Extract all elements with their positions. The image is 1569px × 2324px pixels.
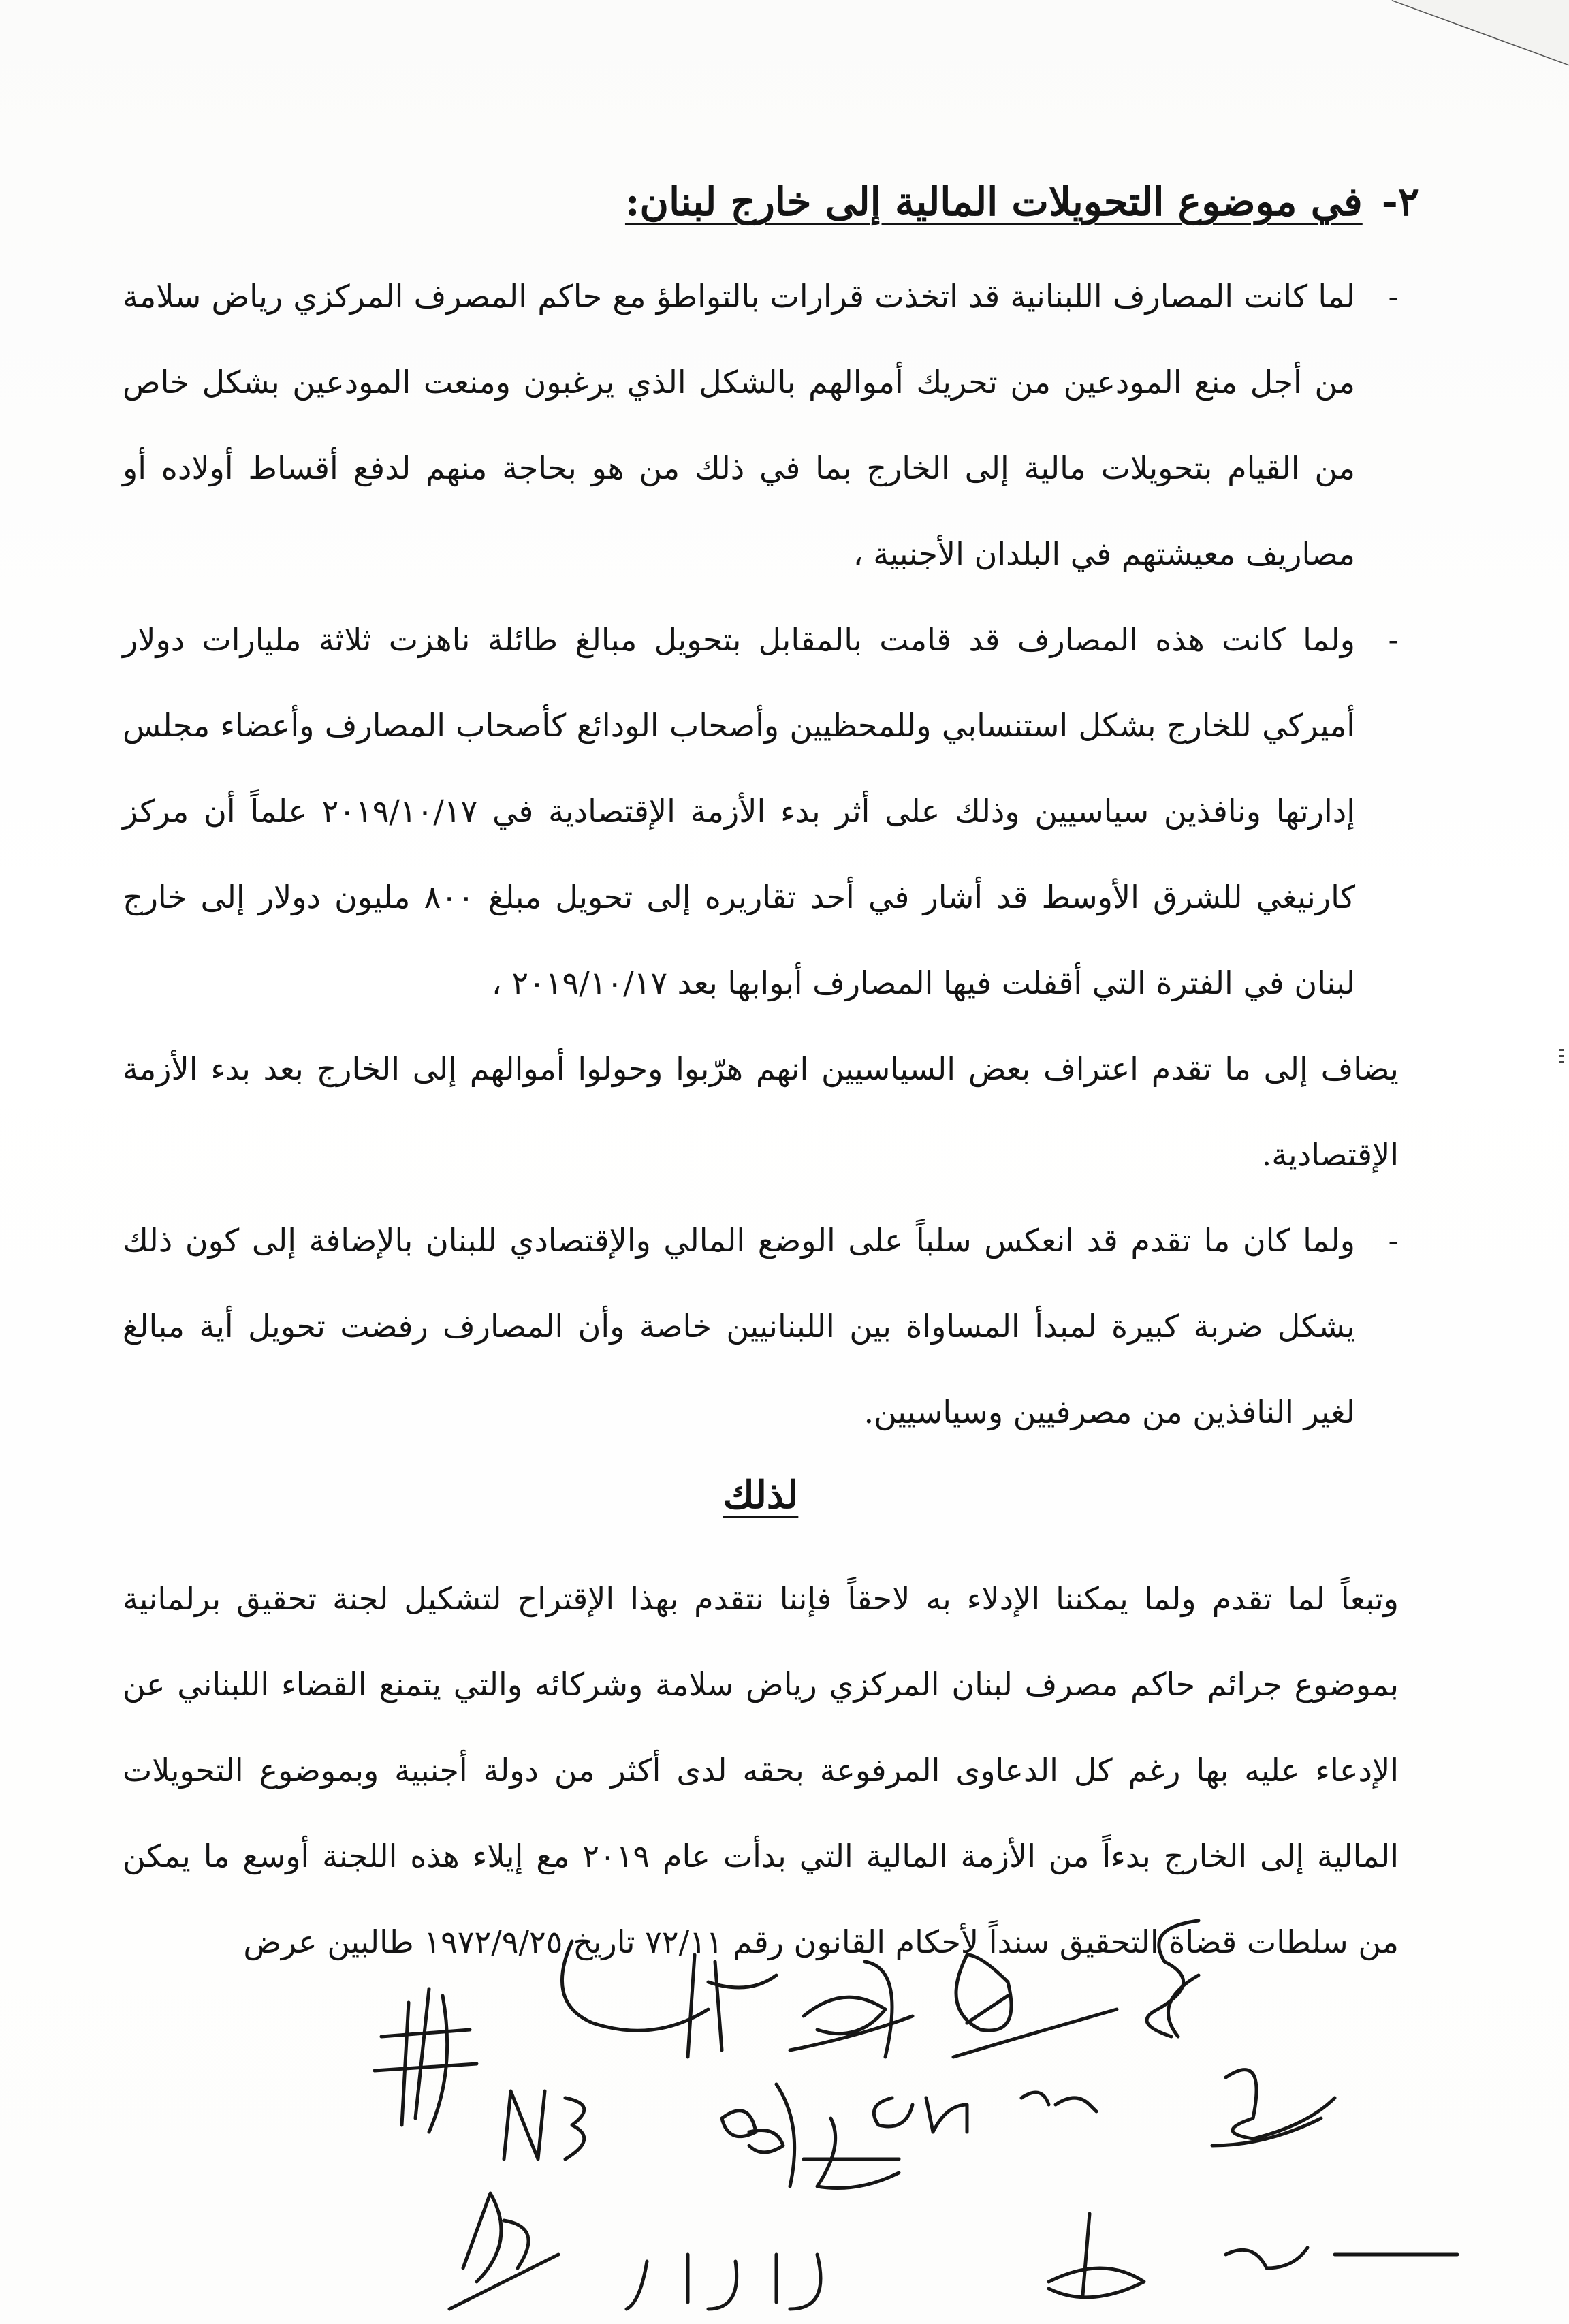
signature-mark bbox=[627, 2255, 821, 2309]
signature-mark bbox=[1212, 2070, 1335, 2146]
signature-mark bbox=[874, 2098, 967, 2132]
paragraph-2 bbox=[123, 597, 1399, 1026]
section-heading bbox=[123, 178, 1419, 253]
signature-mark bbox=[722, 2111, 783, 2152]
signature-mark bbox=[953, 1955, 1117, 2057]
paragraph-text: لما كانت المصارف اللبنانية قد اتخذت قرارات بالتواطؤ مع حاكم المصرف المركزي رياض سلامة من أجل منع المودعين من تحريك أموالهم بالشكل الذي يرغبون ومنعت المودعين بشكل خاص من القيام بتحويلات مالية إلى الخارج بما في ذلك من هو بحاجة منهم لدفع أقساط أولاده أو مصاريف معيشتهم في البلدان الأجنبية ، bbox=[123, 278, 1355, 572]
signature-mark bbox=[776, 2084, 899, 2188]
conclusion-heading: لذلك bbox=[723, 1473, 799, 1518]
bullet-dash: - bbox=[1388, 278, 1399, 315]
section-title: في موضوع التحويلات المالية إلى خارج لبنان: bbox=[624, 178, 1363, 225]
signature-mark bbox=[504, 2091, 584, 2159]
scan-edge-mark bbox=[1559, 1049, 1564, 1069]
signatures-block bbox=[368, 1900, 1471, 2323]
signature-mark bbox=[1147, 1921, 1199, 2037]
paragraph-1 bbox=[123, 253, 1399, 597]
paragraph-text: يضاف إلى ما تقدم اعتراف بعض السياسيين انهم هرّبوا وحولوا أموالهم إلى الخارج بعد بدء الأزمة الإقتصادية. bbox=[123, 1050, 1399, 1173]
paragraph-3 bbox=[123, 1026, 1399, 1197]
closing-paragraph: وتبعاً لما تقدم ولما يمكننا الإدلاء به لاحقاً فإننا نتقدم بهذا الإقتراح لتشكيل لجنة تحقيق برلمانية بموضوع جرائم حاكم مصرف لبنان المركزي رياض سلامة وشركائه والتي يتمنع القضاء اللبناني عن الإدعاء عليه بها رغم كل الدعاوى المرفوعة بحقه لدى أكثر من دولة أجنبية وبموضوع التحويلات المالية إلى الخارج بدءاً من الأزمة المالية التي بدأت عام ٢٠١٩ مع إيلاء هذه اللجنة أوسع ما يمكن من سلطات قضاة التحقيق سنداً لأحكام القانون رقم ٧٢/١١ تاريخ ١٩٧٢/٩/٢٥ طالبين عرض bbox=[123, 1580, 1399, 1960]
signature-mark bbox=[1226, 2248, 1457, 2268]
signature-mark bbox=[790, 1962, 913, 2057]
section-number: ٢- bbox=[1381, 178, 1419, 225]
paragraph-text: ولما كان ما تقدم قد انعكس سلباً على الوضع المالي والإقتصادي للبنان بالإضافة إلى كون ذلك يشكل ضربة كبيرة لمبدأ المساواة بين اللبنانيين خاصة وأن المصارف رفضت تحويل أية مبالغ لغير النافذين من مصرفيين وسياسيين. bbox=[123, 1222, 1355, 1430]
bullet-dash: - bbox=[1388, 621, 1399, 658]
paragraph-4 bbox=[123, 1197, 1399, 1455]
signature-mark bbox=[1049, 2214, 1144, 2297]
signature-mark bbox=[1021, 2092, 1096, 2111]
bullet-dash: - bbox=[1388, 1222, 1399, 1259]
page-corner-fold bbox=[1365, 0, 1569, 75]
signature-mark bbox=[375, 1989, 477, 2132]
signature-mark bbox=[562, 1941, 776, 2057]
paragraph-text: ولما كانت هذه المصارف قد قامت بالمقابل بتحويل مبالغ طائلة ناهزت ثلاثة مليارات دولار أميركي للخارج بشكل استنسابي وللمحظيين وأصحاب الودائع كأصحاب المصارف وأعضاء مجلس إدارتها ونافذين سياسيين وذلك على أثر بدء الأزمة الإقتصادية في ٢٠١٩/١٠/١٧ علماً أن مركز كارنيغي للشرق الأوسط قد أشار في أحد تقاريره إلى تحويل مبلغ ٨٠٠ مليون دولار إلى خارج لبنان في الفترة التي أقفلت فيها المصارف أبوابها بعد ٢٠١٩/١٠/١٧ ، bbox=[123, 621, 1355, 1001]
signature-mark bbox=[449, 2193, 558, 2309]
document-body bbox=[123, 178, 1419, 1985]
